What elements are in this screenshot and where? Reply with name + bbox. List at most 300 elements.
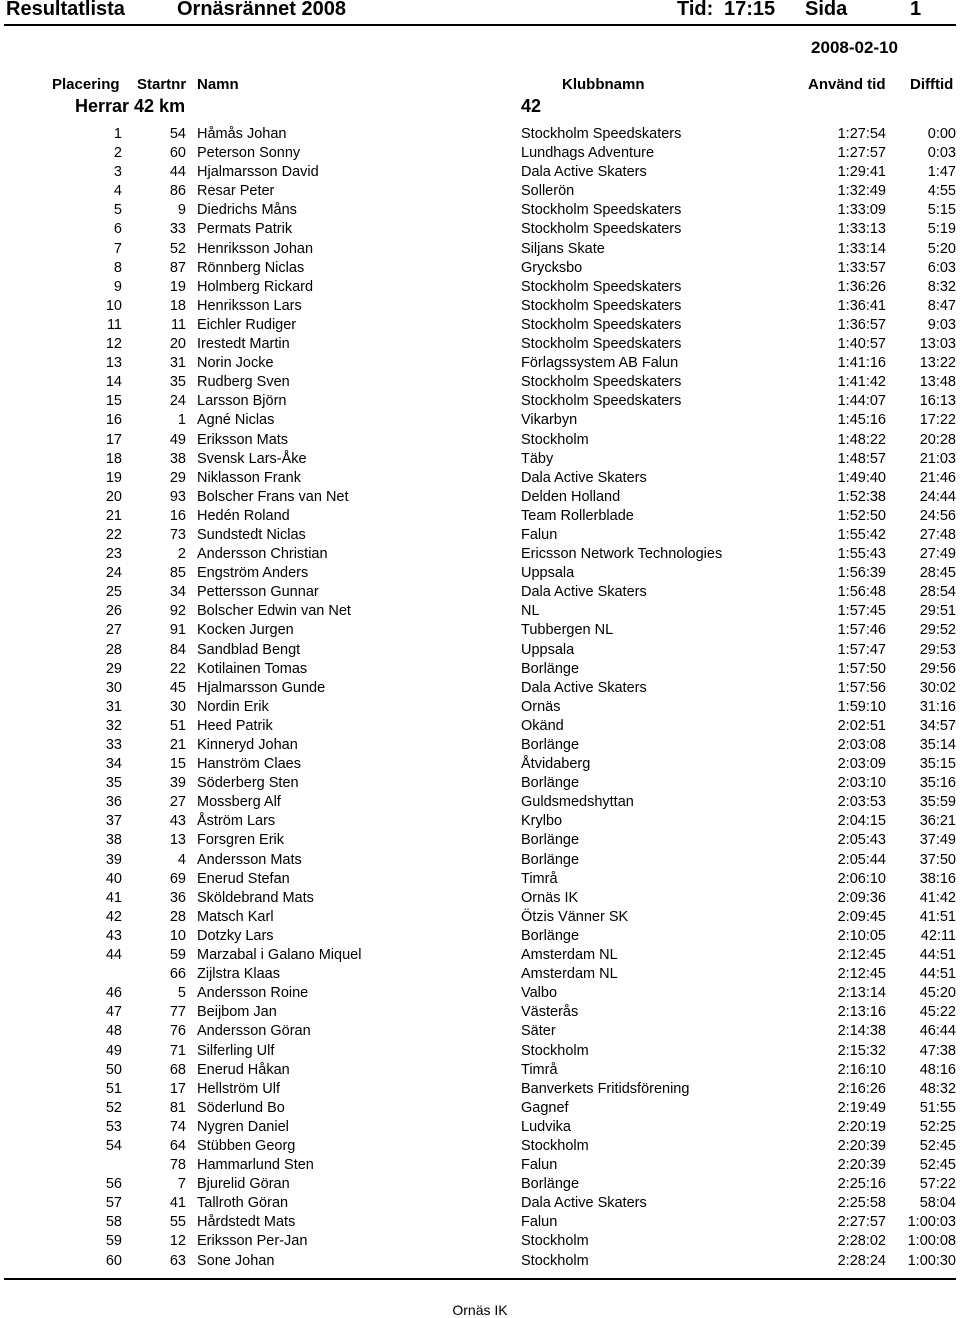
table-row bbox=[0, 220, 960, 239]
page-header bbox=[0, 0, 960, 24]
result-bib: 60 bbox=[169, 145, 186, 162]
result-place: 2 bbox=[113, 145, 122, 162]
result-club: Valbo bbox=[521, 985, 558, 1002]
result-name: Rönnberg Niclas bbox=[197, 259, 305, 276]
result-bib: 76 bbox=[169, 1023, 186, 1040]
time-value: 17:15 bbox=[724, 0, 776, 20]
result-time: 1:45:16 bbox=[837, 412, 886, 429]
table-row bbox=[0, 717, 960, 736]
result-place: 41 bbox=[105, 889, 122, 906]
result-diff: 57:22 bbox=[919, 1176, 956, 1193]
result-club: Timrå bbox=[521, 870, 558, 887]
result-bib: 71 bbox=[169, 1042, 186, 1059]
result-bib: 66 bbox=[169, 966, 186, 983]
result-bib: 1 bbox=[177, 412, 186, 429]
result-diff: 6:03 bbox=[927, 259, 956, 276]
result-time: 1:56:39 bbox=[837, 565, 886, 582]
result-club: Borlänge bbox=[521, 832, 580, 849]
result-diff: 21:03 bbox=[919, 450, 956, 467]
result-diff: 42:11 bbox=[920, 927, 956, 944]
result-club: Amsterdam NL bbox=[521, 966, 618, 983]
result-name: Pettersson Gunnar bbox=[197, 584, 319, 601]
result-time: 2:05:44 bbox=[837, 851, 886, 868]
result-diff: 29:52 bbox=[919, 622, 956, 639]
table-row bbox=[0, 278, 960, 297]
result-name: Eichler Rudiger bbox=[197, 316, 297, 333]
result-place: 21 bbox=[105, 507, 122, 524]
result-time: 2:14:38 bbox=[837, 1023, 886, 1040]
result-diff: 31:16 bbox=[919, 698, 956, 715]
result-place: 6 bbox=[113, 221, 122, 238]
table-row bbox=[0, 1232, 960, 1251]
result-diff: 24:56 bbox=[919, 507, 956, 524]
result-diff: 28:54 bbox=[919, 584, 956, 601]
result-name: Mossberg Alf bbox=[197, 794, 281, 811]
result-time: 1:57:50 bbox=[837, 660, 886, 677]
result-bib: 63 bbox=[169, 1252, 186, 1269]
result-place: 44 bbox=[105, 947, 122, 964]
result-diff: 16:13 bbox=[919, 393, 956, 410]
result-name: Zijlstra Klaas bbox=[197, 966, 280, 983]
result-bib: 41 bbox=[169, 1195, 186, 1212]
result-bib: 2 bbox=[177, 546, 186, 563]
result-name: Rudberg Sven bbox=[197, 374, 290, 391]
result-bib: 55 bbox=[169, 1214, 186, 1231]
result-time: 2:28:02 bbox=[837, 1233, 886, 1250]
result-time: 1:36:41 bbox=[837, 297, 886, 314]
result-diff: 44:51 bbox=[919, 966, 956, 983]
result-name: Bjurelid Göran bbox=[197, 1176, 290, 1193]
result-place: 53 bbox=[105, 1118, 122, 1135]
result-time: 2:13:14 bbox=[837, 985, 886, 1002]
result-name: Bolscher Edwin van Net bbox=[197, 603, 351, 620]
result-bib: 13 bbox=[169, 832, 186, 849]
header-divider bbox=[4, 24, 956, 26]
result-name: Eriksson Mats bbox=[197, 431, 289, 448]
result-diff: 52:25 bbox=[919, 1118, 956, 1135]
result-bib: 28 bbox=[169, 908, 186, 925]
result-time: 1:41:42 bbox=[837, 374, 886, 391]
result-place: 56 bbox=[105, 1176, 122, 1193]
result-diff: 37:50 bbox=[919, 851, 956, 868]
table-row bbox=[0, 1213, 960, 1232]
result-club: Västerås bbox=[521, 1004, 579, 1021]
result-bib: 12 bbox=[169, 1233, 186, 1250]
result-club: Dala Active Skaters bbox=[521, 1195, 647, 1212]
result-name: Resar Peter bbox=[197, 183, 275, 200]
result-bib: 20 bbox=[169, 336, 186, 353]
table-row bbox=[0, 125, 960, 144]
result-place: 9 bbox=[113, 278, 122, 295]
result-name: Henriksson Johan bbox=[197, 240, 314, 257]
result-time: 2:20:39 bbox=[837, 1157, 886, 1174]
result-club: Grycksbo bbox=[521, 259, 583, 276]
result-bib: 81 bbox=[169, 1099, 186, 1116]
result-name: Kocken Jurgen bbox=[197, 622, 294, 639]
table-row bbox=[0, 564, 960, 583]
result-place: 22 bbox=[105, 526, 122, 543]
result-time: 2:19:49 bbox=[837, 1099, 886, 1116]
table-row bbox=[0, 793, 960, 812]
result-place: 29 bbox=[105, 660, 122, 677]
result-place: 10 bbox=[105, 297, 122, 314]
result-name: Forsgren Erik bbox=[197, 832, 285, 849]
table-row bbox=[0, 431, 960, 450]
class-distance: 42 bbox=[521, 96, 542, 116]
table-row bbox=[0, 583, 960, 602]
result-bib: 10 bbox=[169, 927, 186, 944]
result-name: Åström Lars bbox=[197, 813, 276, 830]
result-name: Sandblad Bengt bbox=[197, 641, 301, 658]
table-row bbox=[0, 297, 960, 316]
table-row bbox=[0, 851, 960, 870]
table-row bbox=[0, 1118, 960, 1137]
table-row bbox=[0, 621, 960, 640]
result-bib: 33 bbox=[169, 221, 186, 238]
result-place: 27 bbox=[105, 622, 122, 639]
result-diff: 9:03 bbox=[927, 316, 956, 333]
table-row bbox=[0, 641, 960, 660]
result-place: 1 bbox=[113, 126, 122, 142]
result-club: Stockholm bbox=[521, 1137, 589, 1154]
result-bib: 17 bbox=[169, 1080, 186, 1097]
result-club: Dala Active Skaters bbox=[521, 679, 647, 696]
result-time: 1:40:57 bbox=[837, 336, 886, 353]
result-diff: 48:16 bbox=[919, 1061, 956, 1078]
result-club: Timrå bbox=[521, 1061, 558, 1078]
result-place: 60 bbox=[105, 1252, 122, 1269]
result-club: Dala Active Skaters bbox=[521, 584, 647, 601]
result-club: Borlänge bbox=[521, 851, 580, 868]
result-bib: 73 bbox=[169, 526, 186, 543]
result-bib: 69 bbox=[169, 870, 186, 887]
result-bib: 45 bbox=[169, 679, 186, 696]
table-row bbox=[0, 240, 960, 259]
result-name: Sundstedt Niclas bbox=[197, 526, 306, 543]
result-bib: 29 bbox=[169, 469, 186, 486]
result-time: 2:05:43 bbox=[837, 832, 886, 849]
result-diff: 17:22 bbox=[919, 412, 956, 429]
result-place: 40 bbox=[105, 870, 122, 887]
result-time: 1:44:07 bbox=[837, 393, 886, 410]
result-diff: 0:03 bbox=[927, 145, 956, 162]
result-bib: 51 bbox=[169, 717, 186, 734]
result-bib: 84 bbox=[169, 641, 186, 658]
result-club: Stockholm bbox=[521, 1252, 589, 1269]
result-club: Åtvidaberg bbox=[521, 756, 591, 773]
result-time: 1:33:13 bbox=[837, 221, 886, 238]
result-club: Stockholm Speedskaters bbox=[521, 316, 682, 333]
result-time: 1:36:57 bbox=[837, 316, 886, 333]
result-time: 1:49:40 bbox=[837, 469, 886, 486]
result-bib: 44 bbox=[169, 164, 186, 181]
result-place: 59 bbox=[105, 1233, 122, 1250]
result-bib: 11 bbox=[170, 316, 186, 333]
result-club: Falun bbox=[521, 1214, 558, 1231]
result-bib: 30 bbox=[169, 698, 186, 715]
result-bib: 4 bbox=[177, 851, 186, 868]
result-club: Krylbo bbox=[521, 813, 563, 830]
result-place: 38 bbox=[105, 832, 122, 849]
table-row bbox=[0, 908, 960, 927]
result-name: Silferling Ulf bbox=[197, 1042, 275, 1059]
result-name: Sköldebrand Mats bbox=[197, 889, 314, 906]
result-diff: 24:44 bbox=[919, 488, 956, 505]
result-time: 1:57:45 bbox=[837, 603, 886, 620]
result-place: 20 bbox=[105, 488, 122, 505]
race-date: 2008-02-10 bbox=[811, 38, 898, 57]
result-place: 7 bbox=[113, 240, 122, 257]
result-club: Förlagssystem AB Falun bbox=[521, 355, 679, 372]
result-time: 2:20:19 bbox=[837, 1118, 886, 1135]
result-time: 1:48:57 bbox=[837, 450, 886, 467]
result-bib: 92 bbox=[169, 603, 186, 620]
result-bib: 78 bbox=[169, 1157, 186, 1174]
result-diff: 52:45 bbox=[919, 1137, 956, 1154]
table-row bbox=[0, 259, 960, 278]
result-diff: 45:20 bbox=[919, 985, 956, 1002]
result-name: Engström Anders bbox=[197, 565, 309, 582]
result-bib: 24 bbox=[169, 393, 186, 410]
result-time: 2:16:26 bbox=[837, 1080, 886, 1097]
table-row bbox=[0, 507, 960, 526]
column-headers bbox=[0, 76, 960, 96]
result-place: 8 bbox=[113, 259, 122, 276]
result-bib: 74 bbox=[169, 1118, 186, 1135]
result-name: Permats Patrik bbox=[197, 221, 293, 238]
result-time: 2:10:05 bbox=[837, 927, 886, 944]
result-name: Dotzky Lars bbox=[197, 927, 274, 944]
result-place: 58 bbox=[105, 1214, 122, 1231]
result-name: Hanström Claes bbox=[197, 756, 301, 773]
result-time: 2:03:53 bbox=[837, 794, 886, 811]
result-place: 52 bbox=[105, 1099, 122, 1116]
table-row bbox=[0, 812, 960, 831]
result-name: Söderberg Sten bbox=[197, 775, 299, 792]
table-row bbox=[0, 411, 960, 430]
result-time: 1:27:54 bbox=[837, 126, 886, 142]
result-bib: 22 bbox=[169, 660, 186, 677]
table-row bbox=[0, 1003, 960, 1022]
result-place: 36 bbox=[105, 794, 122, 811]
table-row bbox=[0, 1175, 960, 1194]
result-club: Guldsmedshyttan bbox=[521, 794, 634, 811]
result-diff: 45:22 bbox=[919, 1004, 956, 1021]
result-club: NL bbox=[521, 603, 540, 620]
column-header-diff: Difftid bbox=[910, 76, 954, 93]
result-diff: 1:47 bbox=[927, 164, 956, 181]
result-bib: 52 bbox=[169, 240, 186, 257]
result-diff: 1:00:30 bbox=[907, 1252, 956, 1269]
result-place: 28 bbox=[105, 641, 122, 658]
table-row bbox=[0, 488, 960, 507]
result-bib: 19 bbox=[169, 278, 186, 295]
table-row bbox=[0, 335, 960, 354]
result-name: Nordin Erik bbox=[197, 698, 269, 715]
result-name: Svensk Lars-Åke bbox=[197, 450, 307, 467]
result-time: 1:32:49 bbox=[837, 183, 886, 200]
event-name: Ornäsrännet 2008 bbox=[177, 0, 346, 20]
result-place: 54 bbox=[105, 1137, 122, 1154]
result-diff: 5:15 bbox=[927, 202, 956, 219]
result-diff: 29:53 bbox=[919, 641, 956, 658]
result-time: 1:36:26 bbox=[837, 278, 886, 295]
result-name: Henriksson Lars bbox=[197, 297, 302, 314]
result-club: Siljans Skate bbox=[521, 240, 605, 257]
result-diff: 13:48 bbox=[919, 374, 956, 391]
result-name: Peterson Sonny bbox=[197, 145, 301, 162]
result-place: 17 bbox=[105, 431, 122, 448]
table-row bbox=[0, 354, 960, 373]
result-place: 49 bbox=[105, 1042, 122, 1059]
result-diff: 48:32 bbox=[919, 1080, 956, 1097]
result-diff: 37:49 bbox=[919, 832, 956, 849]
table-row bbox=[0, 1137, 960, 1156]
result-bib: 31 bbox=[169, 355, 186, 372]
result-place: 12 bbox=[105, 336, 122, 353]
table-row bbox=[0, 927, 960, 946]
result-club: Stockholm bbox=[521, 1233, 589, 1250]
result-bib: 7 bbox=[177, 1176, 186, 1193]
column-header-time: Använd tid bbox=[808, 76, 886, 93]
result-time: 2:25:16 bbox=[837, 1176, 886, 1193]
result-club: Banverkets Fritidsförening bbox=[521, 1080, 690, 1097]
table-row bbox=[0, 889, 960, 908]
result-club: Falun bbox=[521, 526, 558, 543]
table-row bbox=[0, 831, 960, 850]
results-table bbox=[0, 125, 960, 1271]
result-club: Falun bbox=[521, 1157, 558, 1174]
page-number: 1 bbox=[910, 0, 922, 20]
table-row bbox=[0, 679, 960, 698]
result-club: Stockholm Speedskaters bbox=[521, 336, 682, 353]
result-place: 3 bbox=[113, 164, 122, 181]
table-row bbox=[0, 755, 960, 774]
result-time: 1:59:10 bbox=[837, 698, 886, 715]
result-time: 1:55:43 bbox=[837, 546, 886, 563]
result-place: 5 bbox=[113, 202, 122, 219]
result-diff: 13:03 bbox=[919, 336, 956, 353]
table-row bbox=[0, 946, 960, 965]
result-time: 1:33:09 bbox=[837, 202, 886, 219]
result-bib: 35 bbox=[169, 374, 186, 391]
time-label: Tid: bbox=[677, 0, 714, 20]
result-club: Täby bbox=[521, 450, 554, 467]
result-time: 1:33:14 bbox=[837, 240, 886, 257]
result-name: Beijbom Jan bbox=[197, 1004, 277, 1021]
result-name: Eriksson Per-Jan bbox=[197, 1233, 308, 1250]
result-diff: 27:49 bbox=[919, 546, 956, 563]
result-place: 42 bbox=[105, 908, 122, 925]
result-diff: 36:21 bbox=[919, 813, 956, 830]
result-bib: 49 bbox=[169, 431, 186, 448]
result-club: Ornäs IK bbox=[521, 889, 579, 906]
result-club: Stockholm Speedskaters bbox=[521, 393, 682, 410]
result-bib: 43 bbox=[169, 813, 186, 830]
result-time: 2:04:15 bbox=[837, 813, 886, 830]
result-diff: 34:57 bbox=[919, 717, 956, 734]
result-club: Sollerön bbox=[521, 183, 575, 200]
result-time: 1:27:57 bbox=[837, 145, 886, 162]
result-time: 1:33:57 bbox=[837, 259, 886, 276]
result-name: Andersson Christian bbox=[197, 546, 328, 563]
result-club: Borlänge bbox=[521, 775, 580, 792]
result-place: 26 bbox=[105, 603, 122, 620]
result-time: 1:55:42 bbox=[837, 526, 886, 543]
result-bib: 9 bbox=[177, 202, 186, 219]
result-diff: 27:48 bbox=[919, 526, 956, 543]
result-time: 1:57:56 bbox=[837, 679, 886, 696]
result-place: 11 bbox=[106, 316, 122, 333]
result-diff: 51:55 bbox=[919, 1099, 956, 1116]
result-club: Stockholm Speedskaters bbox=[521, 297, 682, 314]
result-name: Tallroth Göran bbox=[197, 1195, 289, 1212]
result-place: 34 bbox=[105, 756, 122, 773]
result-name: Bolscher Frans van Net bbox=[197, 488, 349, 505]
result-diff: 52:45 bbox=[919, 1157, 956, 1174]
result-name: Norin Jocke bbox=[197, 355, 274, 372]
result-bib: 18 bbox=[169, 297, 186, 314]
result-bib: 54 bbox=[169, 126, 186, 142]
result-diff: 21:46 bbox=[919, 469, 956, 486]
page-label: Sida bbox=[805, 0, 848, 20]
table-row bbox=[0, 1022, 960, 1041]
column-header-place: Placering bbox=[52, 76, 120, 93]
result-time: 2:27:57 bbox=[837, 1214, 886, 1231]
result-time: 1:57:46 bbox=[837, 622, 886, 639]
result-place: 57 bbox=[105, 1195, 122, 1212]
column-header-club: Klubbnamn bbox=[562, 76, 645, 93]
result-name: Nygren Daniel bbox=[197, 1118, 289, 1135]
result-place: 37 bbox=[105, 813, 122, 830]
result-club: Vikarbyn bbox=[521, 412, 578, 429]
result-time: 2:02:51 bbox=[837, 717, 886, 734]
result-diff: 20:28 bbox=[919, 431, 956, 448]
result-club: Dala Active Skaters bbox=[521, 469, 647, 486]
result-diff: 5:19 bbox=[927, 221, 956, 238]
result-diff: 29:51 bbox=[919, 603, 956, 620]
result-club: Lundhags Adventure bbox=[521, 145, 655, 162]
result-place: 23 bbox=[105, 546, 122, 563]
table-row bbox=[0, 698, 960, 717]
table-row bbox=[0, 163, 960, 182]
column-header-bib: Startnr bbox=[137, 76, 187, 93]
table-row bbox=[0, 602, 960, 621]
result-name: Diedrichs Måns bbox=[197, 202, 297, 219]
result-name: Hellström Ulf bbox=[197, 1080, 280, 1097]
result-bib: 27 bbox=[169, 794, 186, 811]
result-name: Håmås Johan bbox=[197, 126, 287, 142]
result-place: 19 bbox=[105, 469, 122, 486]
result-name: Andersson Göran bbox=[197, 1023, 311, 1040]
result-name: Niklasson Frank bbox=[197, 469, 301, 486]
table-row bbox=[0, 736, 960, 755]
result-place: 39 bbox=[105, 851, 122, 868]
result-diff: 47:38 bbox=[919, 1042, 956, 1059]
footer-divider bbox=[4, 1278, 956, 1280]
result-club: Ludvika bbox=[521, 1118, 571, 1135]
result-place: 25 bbox=[105, 584, 122, 601]
table-row bbox=[0, 526, 960, 545]
result-diff: 46:44 bbox=[919, 1023, 956, 1040]
result-place: 32 bbox=[105, 717, 122, 734]
class-header bbox=[0, 96, 960, 120]
result-club: Dala Active Skaters bbox=[521, 164, 647, 181]
result-name: Andersson Mats bbox=[197, 851, 302, 868]
result-club: Stockholm Speedskaters bbox=[521, 374, 682, 391]
result-club: Stockholm bbox=[521, 431, 589, 448]
result-name: Heed Patrik bbox=[197, 717, 273, 734]
